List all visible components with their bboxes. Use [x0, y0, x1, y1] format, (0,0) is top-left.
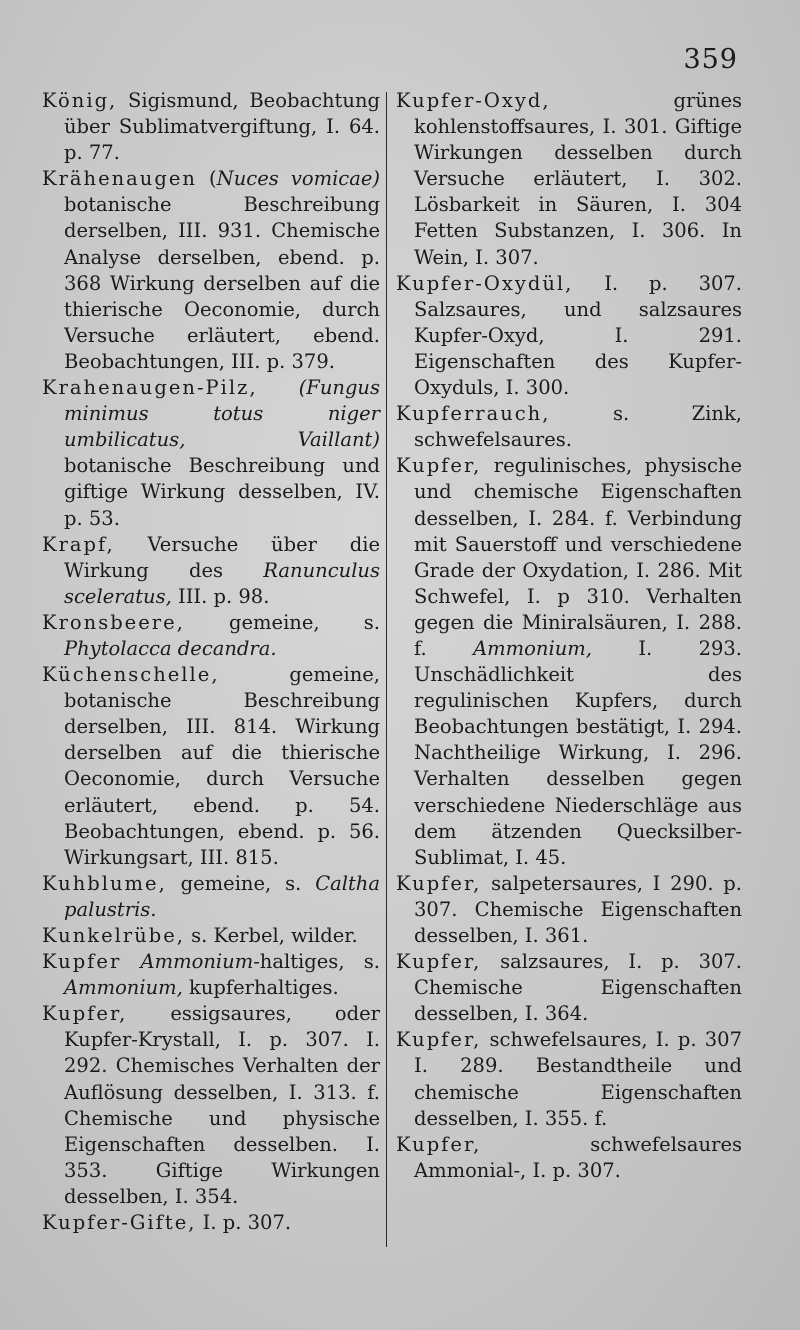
entry-text: gemeine, s.: [166, 871, 316, 895]
index-entry: [42, 923, 380, 949]
latin-term: Nuces vomicae): [216, 167, 381, 191]
index-entry: [42, 662, 380, 871]
latin-term: Ammonium,: [473, 636, 592, 660]
index-entry: [396, 271, 742, 401]
entry-text: kupferhaltiges.: [182, 976, 339, 1000]
entry-heading: Kupfer-Gifte,: [42, 1211, 197, 1235]
entry-text: botanische Beschreibung und giftige Wirkung desselben, IV. p. 53.: [64, 454, 380, 530]
entry-text: III. p. 98.: [171, 584, 270, 608]
index-entry: [42, 375, 380, 532]
entry-text: -haltiges, s.: [253, 950, 380, 974]
entry-heading: Kupfer,: [42, 1002, 128, 1026]
entry-heading: Kupferrauch,: [396, 402, 551, 426]
entry-heading: Kupfer,: [396, 871, 482, 895]
entry-heading: Kronsbeere,: [42, 610, 185, 634]
entry-heading: Krapf,: [42, 532, 115, 556]
index-entry: [396, 949, 742, 1027]
entry-text: botanische Beschreibung derselben, III. 931. Chemische Analyse derselben, ebend. p. 368 Wirkung derselben auf die thierische Oeconomie, durch Versuche erläutert, ebend. Beobachtungen, III. p. 379.: [64, 193, 380, 373]
right-column: [386, 88, 742, 1236]
index-entry: [42, 88, 380, 166]
entry-text: [121, 950, 140, 973]
latin-term: (Fungus minimus totus niger umbilicatus, Vaillant): [64, 376, 380, 452]
entry-heading: Kupfer,: [396, 1028, 482, 1052]
latin-term: Phytolacca decandra.: [64, 636, 277, 660]
index-entry: [42, 532, 380, 610]
entry-text: (: [196, 167, 217, 191]
entry-text: [258, 376, 299, 399]
entry-heading: Kupfer,: [396, 950, 482, 974]
entry-text: I. p. 307.: [196, 1211, 292, 1235]
left-column: [42, 88, 386, 1236]
index-entry: [396, 1132, 742, 1184]
latin-term: Ammonium,: [64, 976, 183, 1000]
index-entry: [42, 1210, 380, 1236]
entry-text: Sigismund, Beobachtung über Sublimatvergiftung, I. 64. p. 77.: [64, 89, 380, 165]
latin-term: Ranunculus sceleratus,: [64, 558, 380, 608]
index-entry: [396, 1027, 742, 1131]
entry-heading: König,: [42, 89, 118, 112]
page-number: 359: [683, 44, 738, 75]
index-entry: [42, 1001, 380, 1210]
entry-text: s. Kerbel, wilder.: [184, 924, 358, 947]
entry-text: gemeine, s.: [184, 610, 380, 634]
index-entry: [42, 949, 380, 1001]
entry-heading: Krähenaugen: [42, 167, 197, 191]
index-entry: [396, 871, 742, 949]
entry-text: salpetersaures, I 290. p. 307. Chemische Eigenschaften desselben, I. 361.: [414, 871, 742, 947]
latin-term: Ammonium: [140, 950, 254, 974]
entry-heading: Kunkelrübe,: [42, 924, 185, 947]
entry-heading: Krahenaugen-Pilz,: [42, 376, 258, 400]
entry-heading: Kupfer-Oxydül,: [396, 271, 574, 295]
entry-heading: Kupfer-Oxyd,: [396, 89, 551, 112]
index-entry: [42, 166, 380, 375]
index-entry: [42, 871, 380, 923]
entry-text: I. 293. Unschädlichkeit des regulinischen Kupfers, durch Beobachtungen bestätigt, I. 294. Nachtheilige Wirkung, I. 296. Verhalten desselben gegen verschiedene Niederschläge aus dem ätzenden Quecksilber-Sublimat, I. 45.: [414, 636, 743, 869]
index-entry: [396, 401, 742, 453]
entry-text: s. Zink, schwefelsaures.: [414, 402, 742, 452]
entry-text: essigsaures, oder Kupfer-Krystall, I. p. 307. I. 292. Chemisches Verhalten der Auflösung desselben, I. 313. f. Chemische und physische Eigenschaften desselben. I. 353. Giftige Wirkungen desselben, I. 354.: [64, 1002, 380, 1208]
entry-text: salzsaures, I. p. 307. Chemische Eigenschaften desselben, I. 364.: [414, 950, 742, 1026]
latin-term: Caltha palustris.: [64, 871, 380, 921]
entry-text: grünes kohlenstoffsaures, I. 301. Giftige Wirkungen desselben durch Versuche erläutert, I. 302. Lösbarkeit in Säuren, I. 304 Fetten Substanzen, I. 306. In Wein, I. 307.: [414, 89, 742, 269]
entry-text: gemeine, botanische Beschreibung derselben, III. 814. Wirkung derselben auf die thierische Oeconomie, durch Versuche erläutert, ebend. p. 54. Beobachtungen, ebend. p. 56. Wirkungsart, III. 815.: [64, 663, 380, 869]
index-entry: [396, 453, 742, 871]
entry-heading: Kupfer: [42, 950, 122, 974]
entry-text: regulinisches, physische und chemische Eigenschaften desselben, I. 284. f. Verbindung mit Sauerstoff und verschiedene Grade der Oxydation, I. 286. Mit Schwefel, I. p 310. Verhalten gegen die Miniralsäuren, I. 288. f.: [414, 454, 742, 660]
index-entry: [42, 610, 380, 662]
entry-text: Versuche über die Wirkung des: [64, 532, 380, 582]
index-columns: [42, 88, 742, 1236]
entry-text: schwefelsaures, I. p. 307 I. 289. Bestandtheile und chemische Eigenschaften desselben, I. 355. f.: [414, 1028, 742, 1130]
entry-heading: Kuhblume,: [42, 871, 167, 895]
entry-heading: Kupfer,: [396, 454, 482, 478]
index-entry: [396, 88, 742, 271]
entry-text: schwefelsaures Ammonial-, I. p. 307.: [414, 1132, 742, 1182]
entry-heading: Küchenschelle,: [42, 663, 220, 687]
entry-text: I. p. 307. Salzsaures, und salzsaures Kupfer-Oxyd, I. 291. Eigenschaften des Kupfer-Oxyduls, I. 300.: [414, 271, 742, 400]
entry-heading: Kupfer,: [396, 1132, 482, 1156]
